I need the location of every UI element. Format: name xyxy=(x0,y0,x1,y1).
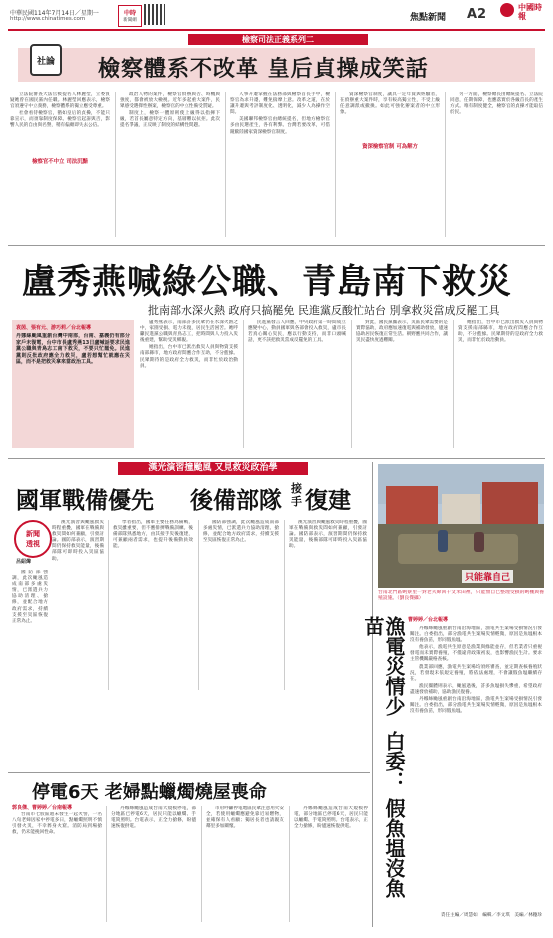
section-title: 焦點新聞 xyxy=(410,13,447,23)
fishery-story xyxy=(361,614,544,926)
military-headline-b[interactable]: 後備部隊 xyxy=(190,488,282,514)
photo-credit: （劉良傑攝） xyxy=(397,596,424,601)
fishery-headline-1: 漁電災情少 xyxy=(382,616,406,716)
photo-person xyxy=(438,530,448,552)
section-rule xyxy=(8,245,545,246)
series-label: 檢察司法正義系列二 xyxy=(188,34,368,45)
top-col-5: 另一方面，檢察總長由總統提名、立法院同意，任期保障，也應落實於各級首長的產生方式。唯有制度健全，檢察官的貞操才能取信於民。 xyxy=(450,92,543,116)
section-rule xyxy=(8,458,545,459)
main-col-3: 民進黨發言人回應，中央政府第一時間成立應變中心，動員國軍與各部會投入救災，盧市長若真心關心災民，應以行動支持，而非口頭喊話，更不該把救災當成反罷免的工具。 xyxy=(248,320,346,344)
col-divider xyxy=(453,320,454,448)
fishery-headline-2: 白委： xyxy=(382,730,406,791)
col-divider xyxy=(289,806,290,922)
col-divider xyxy=(225,92,226,237)
reporter-name: 呂紹煒 xyxy=(16,559,32,565)
fishery-headline-3: 假魚塭沒魚苗 xyxy=(361,616,406,898)
logo-main: 中時 xyxy=(123,10,136,17)
blackout-col-2: 丹娜絲颱風造成台南大規模停電，部分地區已停電6天，居民只能以蠟燭、手電筒照明。台電表示，正全力搶修，盼儘速恢復供電。 xyxy=(111,806,196,830)
photo-building xyxy=(442,494,480,526)
main-headline[interactable]: 盧秀燕喊綠公職、青島南下救災 xyxy=(22,262,512,302)
masthead-logo xyxy=(118,5,142,27)
main-col-4: 對此，國民黨團表示，災區民眾需要的是實際協助，政府應加速復電與補助發放，儘速協助居民恢復正常生活。朝野應共同合作，讓災民盡快度過難關。 xyxy=(356,320,448,344)
page-credits: 責任主編／周慧如 編輯／李文琪 美編／林穗珍 xyxy=(440,913,542,918)
military-headline-a[interactable]: 國軍戰備優先 xyxy=(16,488,154,514)
top-subhead-1: 檢察官不中立 司法沉黯 xyxy=(32,159,88,165)
col-divider xyxy=(201,806,202,922)
section-rule xyxy=(8,772,370,773)
top-col-1: 立法院審查大法官被提名人林麗瑩，立委質疑她曾在國民黨內任職。林麗瑩回應表示，檢察官須遵守中立義務，檢察體系的獨立應受尊重。 社會看待檢察官，猶如皇后的貞操，不能只靠宣示，而須靠制度保障。檢察官起訴與否，影響人民的自由與名譽，稍有偏頗即失去公信。 xyxy=(10,92,110,129)
military-col-1b: 國防部強調，此次颱風造成南部多處災情，已派遣兵力協助清理、搶修，並配合地方政府需求，持續支援至災區恢復正常為止。 xyxy=(12,570,48,624)
col-divider xyxy=(198,520,199,690)
col-divider xyxy=(351,320,352,448)
top-subhead-2: 資深檢察官制 可為解方 xyxy=(362,144,418,150)
photo-building xyxy=(482,482,538,526)
photo-caption xyxy=(378,590,544,610)
fishery-byline: 曹婷婷／台北報導 xyxy=(408,617,449,623)
blackout-col-1: 台南市七股區週末發生一起火警，一名八旬老婦因家中停電多日，點蠟燭照明不慎引發火災，不幸葬身火窟。消防局到場搶救，仍未能挽回性命。 xyxy=(12,812,102,836)
masthead xyxy=(0,0,553,28)
masthead-date: 中華民國114年7月14日／星期一 xyxy=(10,10,99,17)
blackout-byline: 郭良傑、曹婷婷／台南報導 xyxy=(12,805,73,811)
col-divider xyxy=(335,92,336,237)
fishery-headline[interactable] xyxy=(361,616,406,916)
photo-debris xyxy=(398,534,518,564)
col-divider xyxy=(106,806,107,922)
brand-logo-icon xyxy=(500,3,514,17)
top-col-4: 資深檢察官制度，讓具一定年資與經驗者，在偵辦重大案件時，享有較高獨立性，不受上級任意調派或撤換。如此可強化辦案者的中立形象。 xyxy=(340,92,440,116)
photo-caption-text: 台南北門區蚵寮里一對老夫婦回千文米田裡，只能無自已整理受損的蚵棚與養殖設施。 xyxy=(378,590,544,601)
logo-sub: 新聞網 xyxy=(123,18,137,23)
col-divider xyxy=(445,92,446,237)
military-headline-c[interactable]: 復建 xyxy=(305,488,351,514)
col-divider xyxy=(284,520,285,690)
blackout-headline[interactable]: 停電6天 老婦點蠟燭燒屋喪命 xyxy=(32,782,267,803)
military-section-label: 漢光演習撞颱風 又見救災政治學 xyxy=(118,462,308,475)
top-headline[interactable]: 檢察體系不改革 皇后貞操成笑話 xyxy=(98,57,429,82)
qr-code-icon[interactable] xyxy=(144,4,165,25)
col-divider xyxy=(115,92,116,237)
brand-name: 中國時報 xyxy=(518,3,542,21)
military-story xyxy=(8,462,370,762)
military-col-3: 國防部強調，此次颱風造成南部多處災情，已派遣兵力協助清理、搶修，並配合地方政府需求，持續支援至災區恢復正常為止。 xyxy=(203,520,279,544)
blackout-story xyxy=(8,776,370,926)
top-story xyxy=(8,32,545,242)
top-col-3: 人事升遷掌握在法務部與檢察首長手中，檢察官為求升遷，難免揣摩上意。改革之道，在於讓升遷與考評制度化、透明化，減少人為操作空間。 美國聯邦檢察官由總統提名，但地方檢察官多由民選產生，各有利弊。台灣若要改革，可借鏡歐陸國家資深檢察官制度。 xyxy=(230,92,330,135)
news-photo[interactable] xyxy=(378,464,544,588)
photo-overlay-text: 只能靠自己 xyxy=(462,570,513,583)
col-divider xyxy=(108,520,109,690)
main-lead: 丹娜絲颱風重創台灣中南部，台南、嘉義仍有部分家戶未復電，台中市長盧秀燕13日盧喊話要求民進黨公職與青鳥志工南下救災，不要只忙罷免。民進黨則反批政府應全力救災，盧若想幫忙就應在災區，而不是把救災拿來當政治工具。 xyxy=(16,333,130,366)
badge-bottom: 透視 xyxy=(26,540,40,548)
masthead-rule xyxy=(8,29,545,31)
blackout-col-4: 丹娜絲颱風造成台南大規模停電，部分地區已停電6天，居民只能以蠟燭、手電筒照明。台電表示，正全力搶修，盼儘速恢復供電。 xyxy=(294,806,368,830)
editorial-stamp xyxy=(30,44,62,76)
blackout-col-3: 市府呼籲停電地區民眾注意用火安全，若使用蠟燭應避免靠近易燃物，並確保有人看顧；獨居長者也請親友鄰里多加關懷。 xyxy=(206,806,284,830)
masthead-url[interactable]: http://www.chinatimes.com xyxy=(10,16,86,22)
military-col-4: 漢光演習與颱風救災時程重疊，國軍在戰備與救災間如何兼顧，引發討論。國防部表示，演習期間仍保持救災能量，後備部隊可即時投入災區協助。 xyxy=(289,520,367,550)
photo-person xyxy=(474,532,484,552)
editorial-stamp-text: 社論 xyxy=(36,57,55,67)
military-headline-vertical: 接手 xyxy=(291,482,302,508)
col-divider xyxy=(243,320,244,448)
main-story xyxy=(8,250,545,455)
main-byline: 袁茵、張有元、游巧莉／台北報導 xyxy=(16,325,92,331)
military-col-2: 學者指出，國軍主要任務為備戰，救災雖重要，但不應排擠戰備訓練。後備部隊熟悉地方，由其接手災後復建，可兼顧兩者需求，也提升後備動員效能。 xyxy=(113,520,193,550)
photo-building xyxy=(386,486,438,526)
badge-top: 新聞 xyxy=(26,530,40,538)
page-number: A2 xyxy=(467,7,487,22)
fishery-body: 丹娜絲颱風重創台南沿海地區，漁電共生案場受損情況引發關注。白委指出，部分漁電共生案場災情輕微，原因是魚塭根本沒有養魚苗，形同假魚塭。 他表示，漁電共生原意是漁業與綠能並存，但若業者只重視發電而未實際養殖，不僅違背政策初衷，也影響漁民生計。要求主管機關嚴格查核。 農業部回應，漁電共生案場均須經審查，並定期查核養殖狀況，若發現未依規定養殖，將依法處理，不會讓假魚塭繼續存在。 漁民團體則表示，颱風過後，許多魚塭損失慘重，希望政府盡速發放補助，協助漁民復養。 丹娜絲颱風重創台南沿海地區，漁電共生案場受損情況引發關注。白委指出，部分漁電共生案場災情輕微，原因是魚塭根本沒有養魚苗，形同假魚塭。 xyxy=(410,626,542,715)
news-perspective-badge xyxy=(14,520,52,558)
military-col-1: 漢光演習與颱風救災時程重疊，國軍在戰備與救災間如何兼顧，引發討論。國防部表示，演習期間仍保持救災能量，後備部隊可即時投入災區協助。 xyxy=(52,520,104,562)
main-subhead: 批南部水深火熱 政府只搞罷免 民進黨反酸忙站台 別拿救災當成反罷工具 xyxy=(148,304,500,317)
section-divider xyxy=(372,462,373,927)
main-col-5: 她指出，台中市已派出救災人員與物資支援南部縣市，地方政府間應合作互助，不分藍綠。民眾期待的是政府全力救災，而非忙於政治動員。 xyxy=(458,320,543,344)
top-col-2: 政治人物的案件，檢察官偵辦與否、時機與強度，都會被放大檢視。近年多起重大案件，民眾感受選擇性辦案，檢察官的中立性備受質疑。 制度上，檢察一體原則使上級得以指揮下級，若首長屬意特定方向，基層難以抗拒。此次提名爭議，正反映了制度的結構性問題。 xyxy=(120,92,220,129)
main-lead-box xyxy=(12,320,134,448)
main-col-2: 盧秀燕表示，南部許多民眾仍在水深火熱之中，家園受損、電力未復，居民生活困苦。她呼籲民進黨公職與青鳥志工，把時間與人力投入災後重建，幫助受災鄉親。 她指出，台中市已派出救災人員與物資支援南部縣市，地方政府間應合作互助，不分藍綠。民眾期待的是政府全力救災，而非忙於政治動員。 xyxy=(140,320,238,369)
